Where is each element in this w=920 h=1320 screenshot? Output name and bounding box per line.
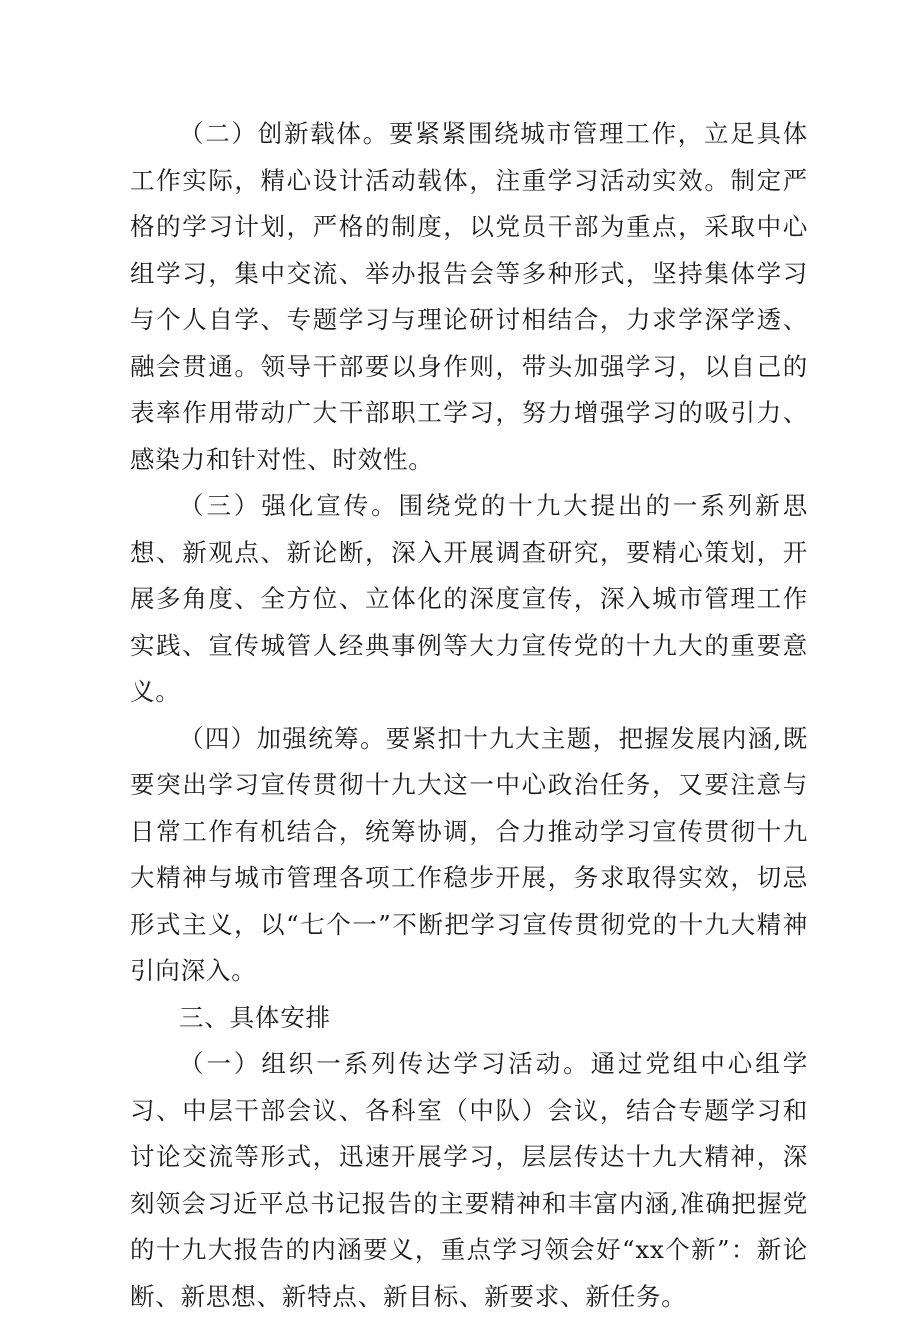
paragraph-strengthen-publicity: （三）强化宣传。围绕党的十九大提出的一系列新思想、新观点、新论断，深入开展调查研究，要精心策划，开展多角度、全方位、立体化的深度宣传，深入城市管理工作实践、宣传城管人经典事例等大力宣传党的十九大的重要意义。 (130, 491, 808, 706)
paragraph-study-activities: （一）组织一系列传达学习活动。通过党组中心组学习、中层干部会议、各科室（中队）会议，结合专题学习和讨论交流等形式，迅速开展学习，层层传达十九大精神，深刻领会习近平总书记报告的主要精神和丰富内涵,准确把握党的十九大报告的内涵要义，重点学习领会好“xx个新”：新论断、新思想、新特点、新目标、新要求、新任务。 (130, 1049, 808, 1311)
paragraph-innovate-carriers: （二）创新载体。要紧紧围绕城市管理工作，立足具体工作实际，精心设计活动载体，注重学习活动实效。制定严格的学习计划，严格的制度，以党员干部为重点，采取中心组学习，集中交流、举办报告会等多种形式，坚持集体学习与个人自学、专题学习与理论研讨相结合，力求学深学透、融会贯通。领导干部要以身作则，带头加强学习，以自己的表率作用带动广大干部职工学习，努力增强学习的吸引力、感染力和针对性、时效性。 (130, 119, 808, 474)
paragraph-overall-coordination: （四）加强统筹。要紧扣十九大主题，把握发展内涵,既要突出学习宣传贯彻十九大这一中心政治任务，又要注意与日常工作有机结合，统筹协调，合力推动学习宣传贯彻十九大精神与城市管理各项工作稳步开展，务求取得实效，切忌形式主义，以“七个一”不断把学习宣传贯彻党的十九大精神引向深入。 (130, 723, 808, 985)
document-body (130, 111, 808, 1320)
section-heading-specific-arrangements: 三、具体安排 (179, 1002, 331, 1032)
